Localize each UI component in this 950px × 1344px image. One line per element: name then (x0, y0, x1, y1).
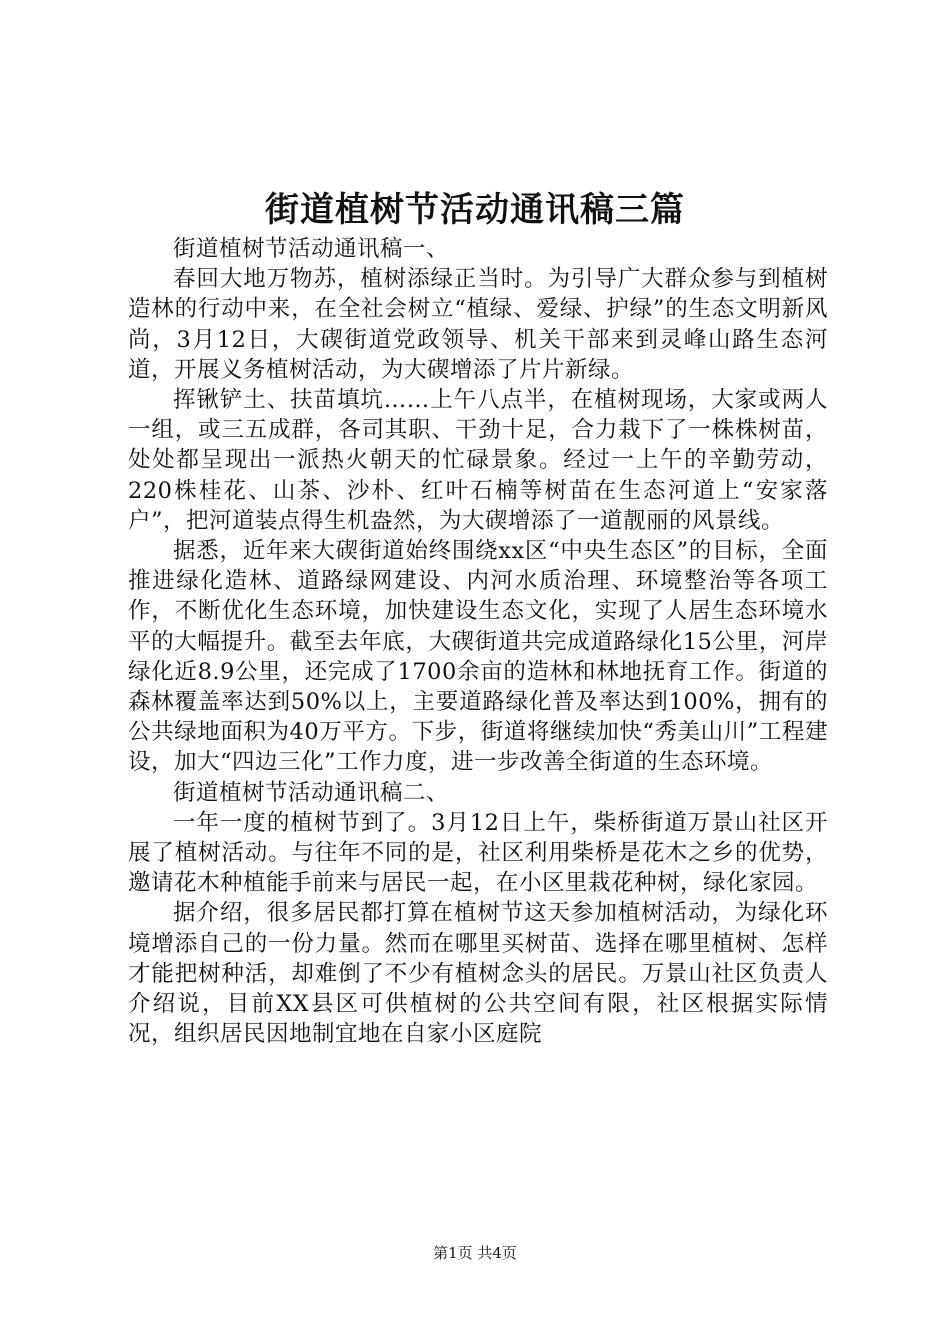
page-number: 第1页 共4页 (433, 1244, 517, 1262)
paragraph: 据悉，近年来大碶街道始终围绕xx区“中央生态区”的目标，全面推进绿化造林、道路绿网建设、内河水质治理、环境整治等各项工作，不断优化生态环境，加快建设生态文化，实现了人居生态环境水平的大幅提升。截至去年底，大碶街道共完成道路绿化15公里，河岸绿化近8.9公里，还完成了1700余亩的造林和林地抚育工作。街道的森林覆盖率达到50%以上，主要道路绿化普及率达到100%，拥有的公共绿地面积为40万平方。下步，街道将继续加快“秀美山川”工程建设，加大“四边三化”工作力度，进一步改善全街道的生态环境。 (128, 538, 828, 776)
paragraph: 据介绍，很多居民都打算在植树节这天参加植树活动，为绿化环境增添自己的一份力量。然而在哪里买树苗、选择在哪里植树、怎样才能把树种活，却难倒了不少有植树念头的居民。万景山社区负责人介绍说，目前XX县区可供植树的公共空间有限，社区根据实际情况，组织居民因地制宜地在自家小区庭院 (128, 900, 828, 1048)
paragraph: 春回大地万物苏，植树添绿正当时。为引导广大群众参与到植树造林的行动中来，在全社会树立“植绿、爱绿、护绿”的生态文明新风尚，3月12日，大碶街道党政领导、机关干部来到灵峰山路生态河道，开展义务植树活动，为大碶增添了片片新绿。 (128, 266, 828, 383)
page-footer (0, 1243, 950, 1263)
paragraph: 挥锹铲土、扶苗填坑……上午八点半，在植树现场，大家或两人一组，或三五成群，各司其职、干劲十足，合力栽下了一株株树苗，处处都呈现出一派热火朝天的忙碌景象。经过一上午的辛勤劳动，220株桂花、山茶、沙朴、红叶石楠等树苗在生态河道上“安家落户”，把河道装点得生机盎然，为大碶增添了一道靓丽的风景线。 (128, 387, 828, 534)
paragraph: 一年一度的植树节到了。3月12日上午，柴桥街道万景山社区开展了植树活动。与往年不同的是，社区利用柴桥是花木之乡的优势，邀请花木种植能手前来与居民一起，在小区里栽花种树，绿化家园。 (128, 809, 828, 897)
document-title: 街道植树节活动通讯稿三篇 (265, 190, 685, 230)
section-heading-1: 街道植树节活动通讯稿一、 (173, 236, 450, 262)
section-heading-2: 街道植树节活动通讯稿二、 (173, 779, 450, 806)
document-body (128, 234, 828, 1049)
